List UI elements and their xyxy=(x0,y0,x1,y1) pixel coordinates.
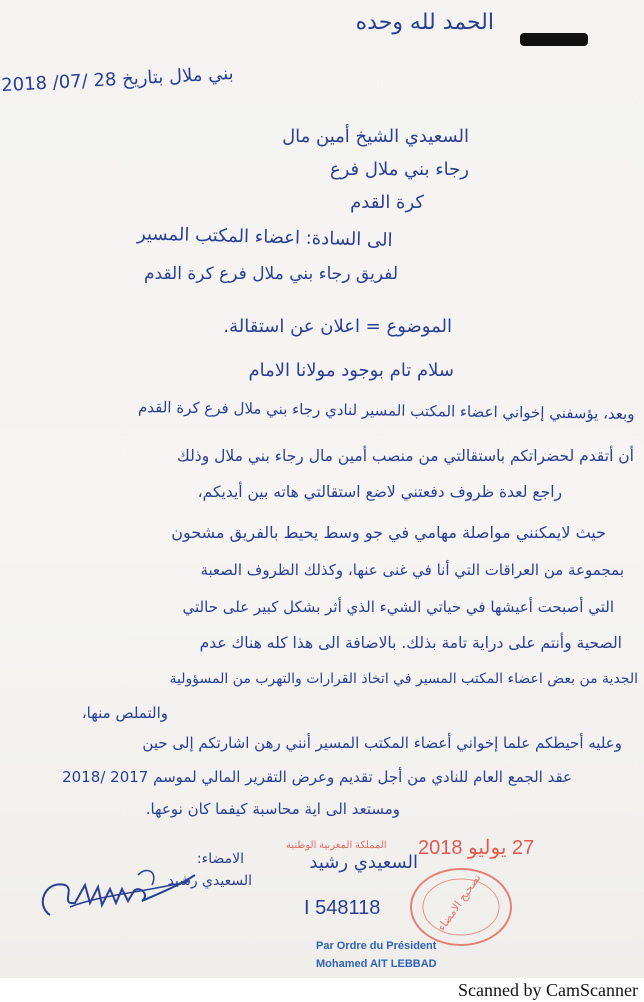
scanner-label: Scanned by CamScanner xyxy=(458,980,638,1000)
body-line: وبعد، يؤسفني إخواني اعضاء المكتب المسير لنادي رجاء بني ملال فرع كرة القدم xyxy=(137,398,635,423)
body-line: عقد الجمع العام للنادي من أجل تقديم وعرض التقرير المالي لموسم 2017 /2018 xyxy=(62,768,572,786)
scanner-footer xyxy=(0,978,644,1002)
stamp-name: Mohamed AIT LEBBAD xyxy=(316,958,437,970)
body-line: ومستعد الى اية محاسبة كيفما كان نوعها. xyxy=(145,800,400,818)
stamp-circle-text: تصحيح الامضاء xyxy=(435,872,484,934)
body-line: راجع لعدة ظروف دفعتني لاضع استقالتي هاته بين أيديكم، xyxy=(197,483,562,501)
redaction-mark xyxy=(520,33,588,46)
recipient-line-2: لفريق رجاء بني ملال فرع كرة القدم xyxy=(144,264,398,284)
body-line: الجدية من بعض اعضاء المكتب المسير في اتخاذ القرارات والتهرب من المسؤولية xyxy=(169,671,638,687)
signature-name: السعيدي رشيد xyxy=(167,873,252,889)
body-line: التي أصبحت أعيشها في حياتي الشيء الذي أثر بشكل كبير على حالتي xyxy=(182,598,614,616)
recipient-line-1: الى السادة: اعضاء المكتب المسير xyxy=(136,223,393,251)
opening-line: الحمد لله وحده xyxy=(355,10,494,35)
stamp-org-line: المملكة المغربية الوطنية xyxy=(286,840,387,851)
stamp-date: 27 يوليو 2018 xyxy=(418,837,535,859)
place-date: بني ملال بتاريخ 28 /07/ 2018 xyxy=(1,63,235,97)
body-line: حيث لايمكنني مواصلة مهامي في جو وسط يحيط بالفريق مشحون xyxy=(171,523,606,542)
greeting-line: سلام تام بوجود مولانا الامام xyxy=(248,360,454,381)
sender-line-2: رجاء بني ملال فرع xyxy=(329,159,469,180)
subject-line: الموضوع = اعلان عن استقالة. xyxy=(223,316,452,337)
stamp-id: I 548118 xyxy=(304,897,381,919)
handwritten-signature xyxy=(30,845,210,935)
body-line: والتملص منها، xyxy=(81,704,168,722)
body-line: وعليه أحيطكم علما إخواني أعضاء المكتب المسير أنني رهن اشارتكم إلى حين xyxy=(142,734,622,752)
stamp-area xyxy=(268,818,538,978)
body-line: أن أتقدم لحضراتكم باستقالتي من منصب أمين مال رجاء بني ملال وذلك xyxy=(177,447,634,465)
stamp-signature-name: السعيدي رشيد xyxy=(309,852,418,873)
signature-label: الامضاء: xyxy=(196,851,244,867)
sender-line-1: السعيدي الشيخ أمين مال xyxy=(282,126,469,147)
body-line: بمجموعة من العراقات التي أنا في غنى عنها، وكذلك الظروف الصعبة xyxy=(200,561,624,579)
body-line: الصحية وأنتم على دراية تامة بذلك. بالاضافة الى هذا كله هناك عدم xyxy=(199,634,622,652)
stamp-par-ordre: Par Ordre du Président xyxy=(316,940,437,952)
sender-line-3: كرة القدم xyxy=(350,192,424,213)
